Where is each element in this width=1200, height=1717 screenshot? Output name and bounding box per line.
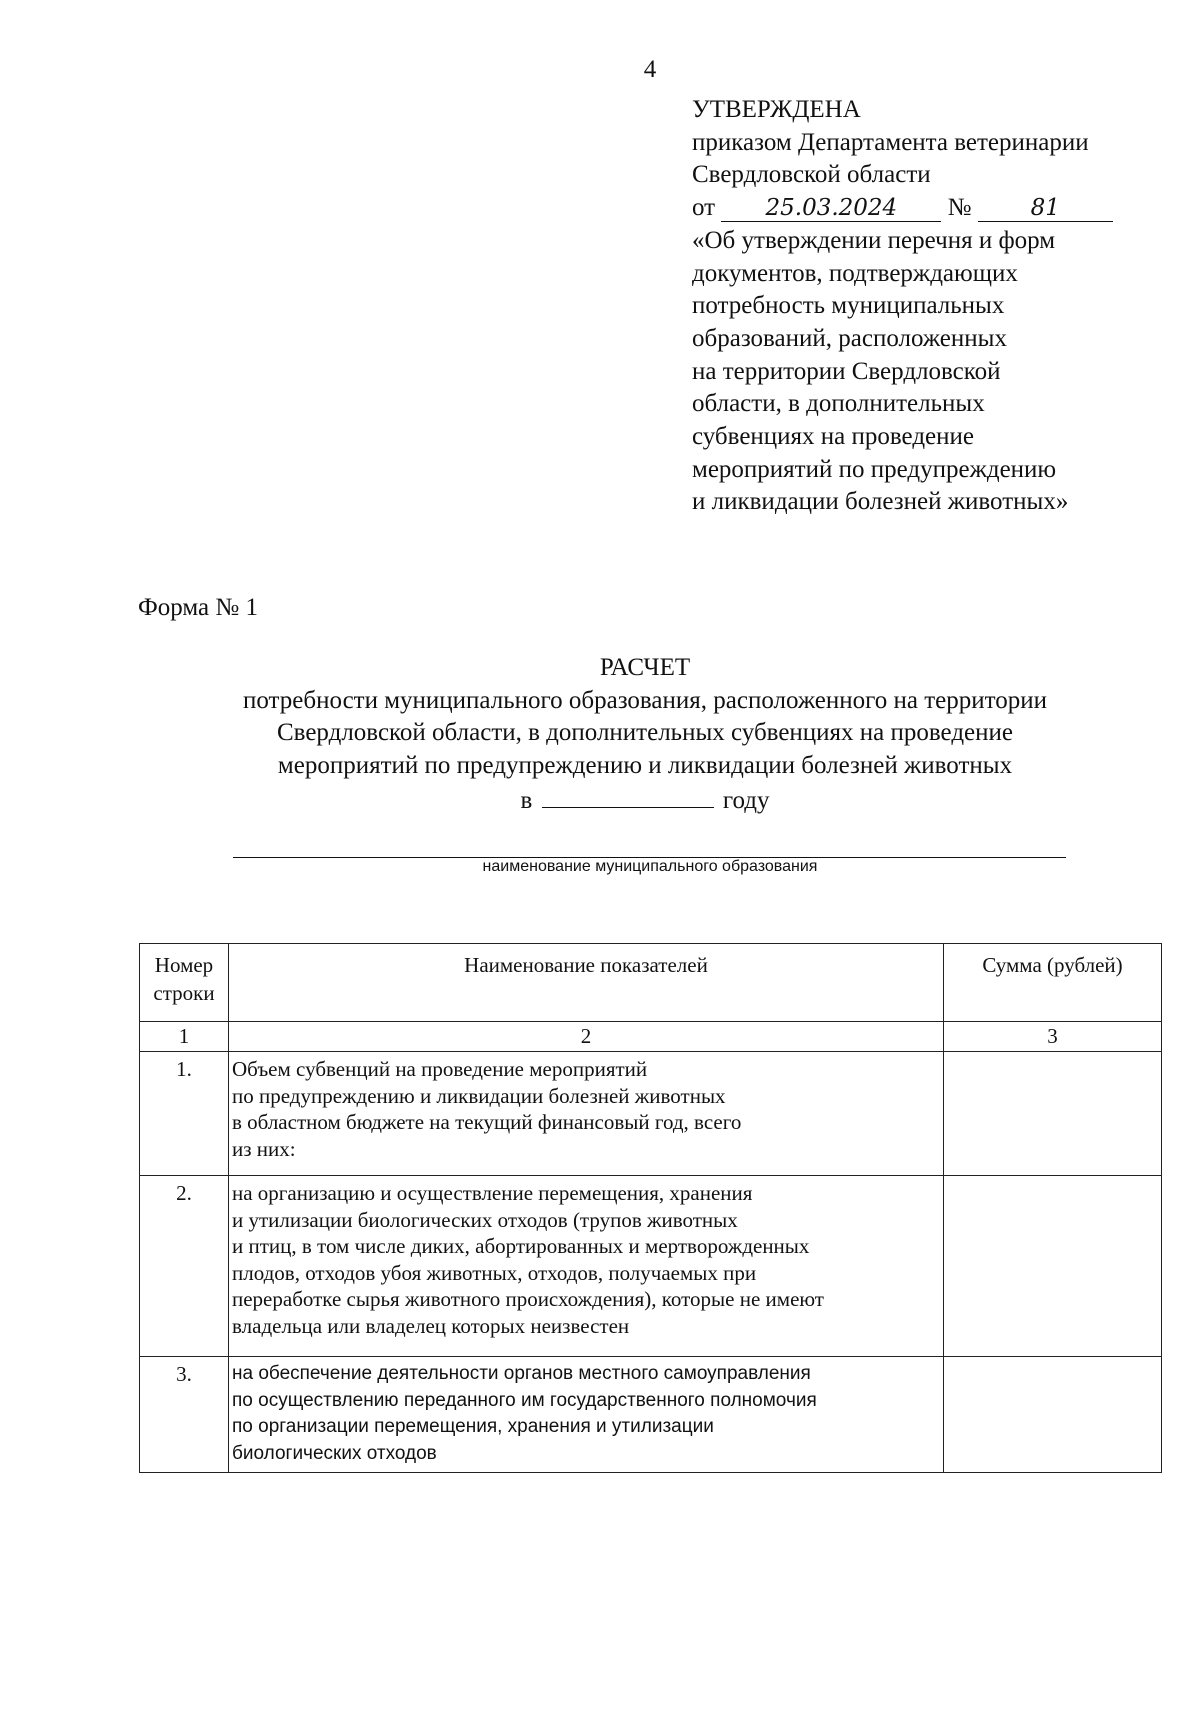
document-heading: РАСЧЕТ	[599, 654, 691, 681]
page-number: 4	[643, 56, 657, 83]
approval-subject-line: субвенциях на проведение	[692, 423, 974, 451]
row-number: 2.	[140, 1176, 229, 1357]
table-header-row	[140, 944, 1162, 1022]
row-amount	[944, 1357, 1162, 1473]
row-amount	[944, 1052, 1162, 1176]
approval-subject-line: на территории Свердловской	[692, 357, 1001, 385]
calculation-table	[139, 943, 1162, 1473]
approval-subject-line: «Об утверждении перечня и форм	[692, 226, 1056, 254]
header-row-number: Номер строки	[140, 944, 229, 1022]
approval-line: Свердловской области	[692, 161, 931, 189]
title-line: потребности муниципального образования, расположенного на территории	[242, 686, 1048, 714]
date-prefix: от	[692, 194, 716, 222]
row-amount	[944, 1176, 1162, 1357]
year-suffix: году	[722, 786, 770, 814]
document-title	[120, 652, 1170, 818]
approval-block	[692, 94, 1172, 519]
approval-subject-line: документов, подтверждающих	[692, 259, 1018, 287]
row-indicator-text: на обеспечение деятельности органов местного самоуправления по осуществлению переданного им государственного полномочия по организации перемещения, хранения и утилизации биологических отходов	[229, 1357, 944, 1473]
approval-subject-line: области, в дополнительных	[692, 390, 985, 418]
table-row	[140, 1357, 1162, 1473]
approval-subject-line: и ликвидации болезней животных»	[692, 488, 1069, 516]
column-number: 3	[944, 1022, 1162, 1052]
handwritten-date: 25.03.2024	[721, 195, 941, 222]
row-number: 3.	[140, 1357, 229, 1473]
column-number: 1	[140, 1022, 229, 1052]
table-row	[140, 1052, 1162, 1176]
approval-subject-line: образований, расположенных	[692, 324, 1007, 352]
row-number: 1.	[140, 1052, 229, 1176]
row-indicator-text: на организацию и осуществление перемещения, хранения и утилизации биологических отходов (трупов животных и птиц, в том числе диких, абортированных и мертворожденных плодов, отходов убоя животных, отходов, получаемых при переработке сырья животного происхождения), которые не имеют владельца или владелец которых неизвестен	[229, 1176, 944, 1357]
column-number-row	[140, 1022, 1162, 1052]
header-amount: Сумма (рублей)	[944, 944, 1162, 1022]
table-row	[140, 1176, 1162, 1357]
title-line: Свердловской области, в дополнительных субвенциях на проведение	[277, 719, 1013, 747]
column-number: 2	[229, 1022, 944, 1052]
approval-date-line	[692, 192, 1172, 225]
year-line	[120, 783, 1170, 818]
number-prefix: №	[947, 194, 972, 222]
municipality-caption: наименование муниципального образования	[482, 858, 818, 875]
year-prefix: в	[520, 786, 533, 814]
approval-subject-line: мероприятий по предупреждению	[692, 455, 1057, 483]
form-number: Форма № 1	[138, 594, 258, 621]
approval-title: УТВЕРЖДЕНА	[692, 96, 861, 123]
approval-subject-line: потребность муниципальных	[692, 292, 1005, 320]
row-indicator-text: Объем субвенций на проведение мероприятий по предупреждению и ликвидации болезней животных в областном бюджете на текущий финансовый год, всего из них:	[229, 1052, 944, 1176]
approval-line: приказом Департамента ветеринарии	[692, 128, 1089, 156]
year-blank	[542, 783, 714, 808]
header-indicator: Наименование показателей	[229, 944, 944, 1022]
title-line: мероприятий по предупреждению и ликвидации болезней животных	[277, 752, 1013, 780]
handwritten-number: 81	[978, 195, 1113, 222]
